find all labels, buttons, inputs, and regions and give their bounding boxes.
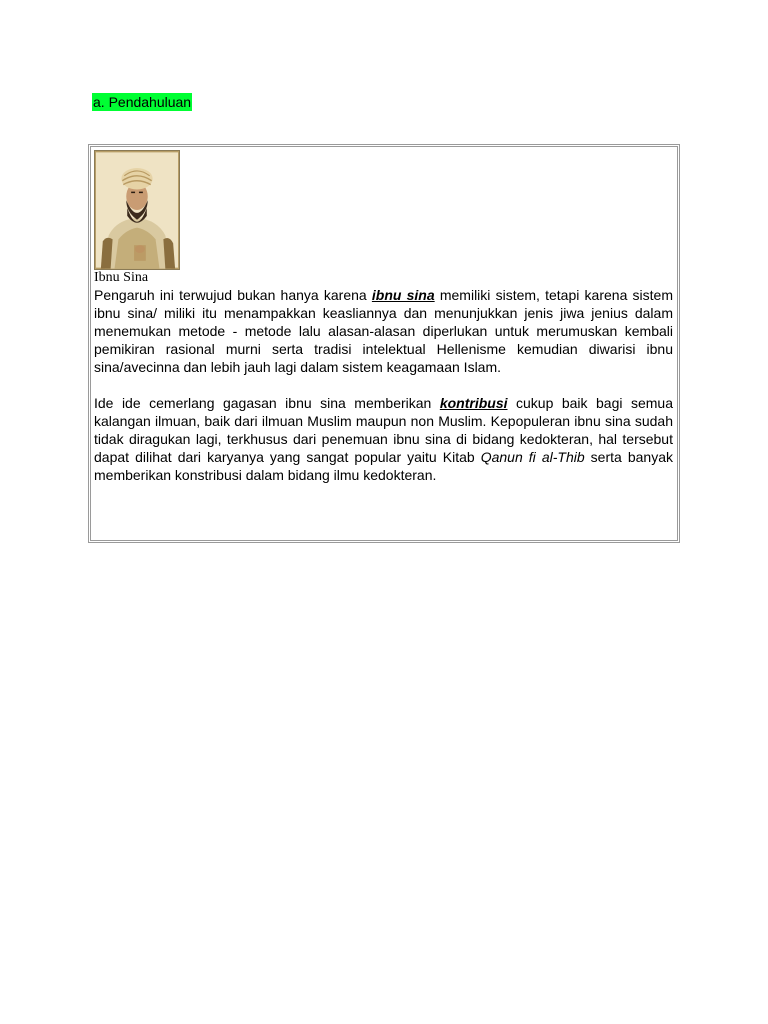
book-title: Qanun fi al-Thib xyxy=(480,449,585,465)
section-heading: a. Pendahuluan xyxy=(93,94,192,110)
paragraph-2-text-end: serta banyak memberikan konstribusi dalam bidang ilmu kedokteran. xyxy=(94,449,673,483)
content-box xyxy=(88,144,680,543)
paragraph-1-text-start: Pengaruh ini terwujud bukan hanya karena xyxy=(94,287,372,303)
keyword-ibnu-sina: ibnu sina xyxy=(371,287,435,303)
ibnu-sina-portrait xyxy=(94,150,180,270)
keyword-kontribusi: kontribusi xyxy=(439,395,508,411)
portrait-caption: Ibnu Sina xyxy=(94,270,149,285)
paragraph-1-text-end: memiliki sistem, tetapi karena sistem ibnu sina/ miliki itu menampakkan keasliannya dan menunjukkan jenis jiwa jenius dalam menemukan metode - metode lalu alasan-alasan diperlukan untuk merumuskan kembali pemikiran rasional murni serta tradisi intelektual Hellenisme kemudian diwarisi ibnu sina/avecinna dan lebih jauh lagi dalam sistem keagamaan Islam. xyxy=(94,287,674,375)
paragraph-1 xyxy=(94,286,673,376)
paragraph-2-text-middle: cukup baik bagi semua kalangan ilmuan, baik dari ilmuan Muslim maupun non Muslim. Kepopuleran ibnu sina sudah tidak diragukan lagi, terkhusus dari penemuan ibnu sina di bidang kedokteran, hal tersebut dapat dilihat dari karyanya yang sangat popular yaitu Kitab xyxy=(94,395,674,465)
content-box-inner xyxy=(90,146,678,541)
paragraph-2 xyxy=(94,394,673,484)
paragraph-2-text-start: Ide ide cemerlang gagasan ibnu sina memberikan xyxy=(94,395,440,411)
